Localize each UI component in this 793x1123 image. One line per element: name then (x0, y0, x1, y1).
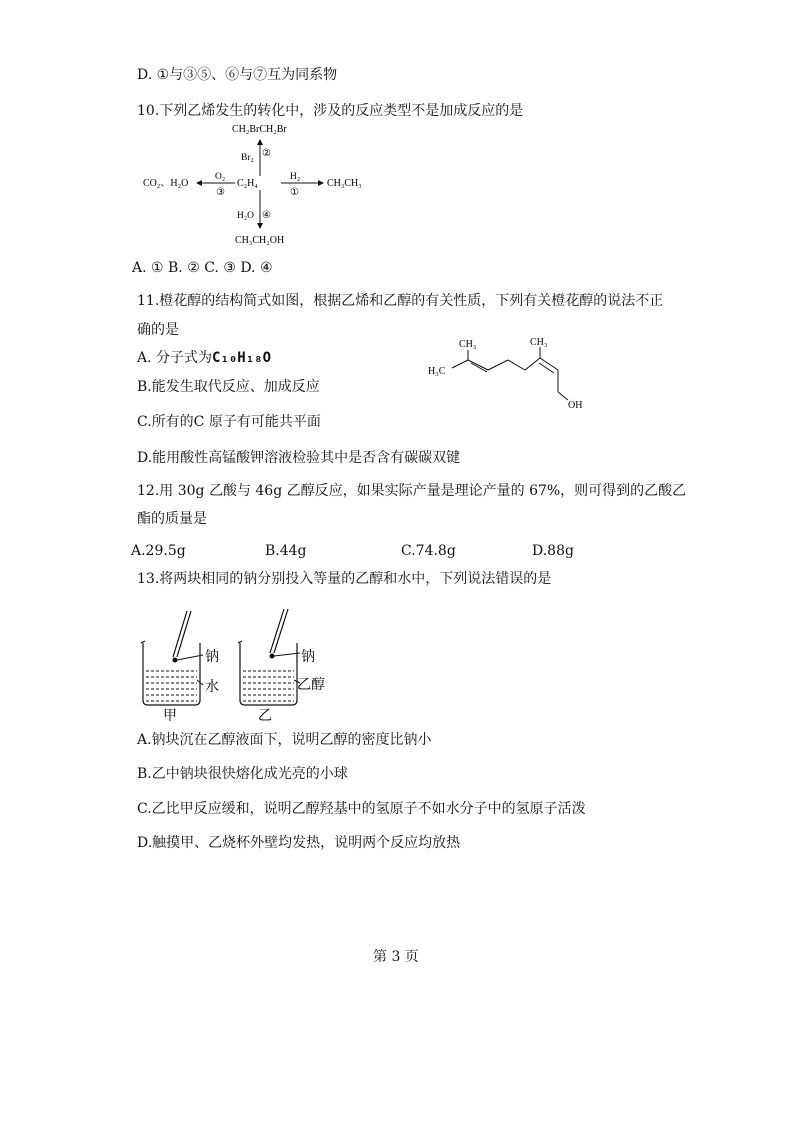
q12-option-b: B.44g (265, 543, 307, 559)
q13-option-a: A.钠块沉在乙醇液面下，说明乙醇的密度比钠小 (137, 732, 432, 748)
q11-stem-line1: 11.橙花醇的结构简式如图，根据乙烯和乙醇的有关性质，下列有关橙花醇的说法不正 (137, 293, 664, 309)
right-na-label: 钠 (301, 650, 315, 665)
sodium-right (270, 654, 275, 659)
scheme-left-product: CO₂、H₂O (143, 178, 189, 189)
q11-option-d: D.能用酸性高锰酸钾溶液检验其中是否含有碳碳双键 (137, 450, 461, 466)
scheme-right-reagent: H₂ (290, 172, 301, 182)
q12-option-d: D.88g (532, 543, 574, 559)
q11-option-c: C.所有的C 原子有可能共平面 (137, 414, 321, 430)
beaker-left-liquid (146, 671, 197, 701)
q11-option-a-prefix: A. 分子式为 (137, 350, 213, 366)
q11-option-b: B.能发生取代反应、加成反应 (137, 379, 320, 395)
scheme-top-product: CH₂BrCH₂Br (232, 124, 287, 135)
ch3-top-right: CH₃ (530, 337, 548, 348)
scheme-right-num: ① (290, 187, 299, 198)
ch3-top-left: CH₃ (459, 339, 477, 350)
beaker-right-liquid (243, 671, 294, 701)
scheme-left-num: ③ (216, 187, 225, 198)
q13-stem: 13.将两块相同的钠分别投入等量的乙醇和水中，下列说法错误的是 (137, 571, 552, 587)
q10-options: A. ① B. ② C. ③ D. ④ (132, 260, 273, 276)
q13-option-b: B.乙中钠块很快熔化成光亮的小球 (137, 766, 348, 782)
q12-stem-line1: 12.用 30g 乙酸与 46g 乙醇反应，如果实际产量是理论产量的 67%，则可得到的乙酸乙 (137, 483, 687, 499)
scheme-left-reagent: O₂ (215, 172, 226, 182)
scheme-bottom-product: CH₃CH₂OH (235, 235, 285, 246)
right-beaker-label: 乙 (258, 709, 272, 724)
left-liquid-label: 水 (205, 680, 219, 695)
q11-option-a (137, 349, 271, 367)
q9-option-d: D. ①与③⑤、⑥与⑦互为同系物 (137, 67, 338, 83)
left-na-label: 钠 (205, 650, 219, 665)
page-number: 第 3 页 (373, 949, 419, 965)
tweezers-right (270, 609, 288, 653)
beakers-figure (135, 605, 345, 725)
q13-option-d: D.触摸甲、乙烧杯外壁均发热，说明两个反应均放热 (137, 835, 461, 851)
scheme-bottom-num: ④ (262, 210, 271, 221)
h3c-left: H₃C (428, 366, 446, 377)
q10-stem: 10.下列乙烯发生的转化中，涉及的反应类型不是加成反应的是 (137, 103, 524, 119)
oh-group: OH (568, 400, 583, 411)
q11-stem-line2: 确的是 (137, 322, 179, 338)
scheme-bottom-reagent: H₂O (237, 211, 255, 221)
q11-formula: C₁₀H₁₈O (212, 350, 272, 366)
nerol-structure (420, 330, 590, 415)
right-liquid-label: 乙醇 (297, 678, 325, 693)
q13-option-c: C.乙比甲反应缓和，说明乙醇羟基中的氢原子不如水分子中的氢原子活泼 (137, 801, 586, 817)
scheme-top-reagent: Br₂ (241, 153, 254, 163)
sodium-left (173, 658, 178, 663)
ethylene-reaction-scheme (135, 118, 375, 248)
scheme-center: C₂H₄ (237, 178, 258, 189)
tweezers-left (173, 611, 191, 657)
scheme-top-num: ② (262, 148, 271, 159)
q12-option-c: C.74.8g (401, 543, 456, 559)
q12-option-a: A.29.5g (131, 543, 186, 559)
left-beaker-label: 甲 (163, 709, 177, 724)
scheme-right-product: CH₃CH₃ (327, 178, 362, 189)
q12-stem-line2: 酯的质量是 (137, 511, 207, 527)
